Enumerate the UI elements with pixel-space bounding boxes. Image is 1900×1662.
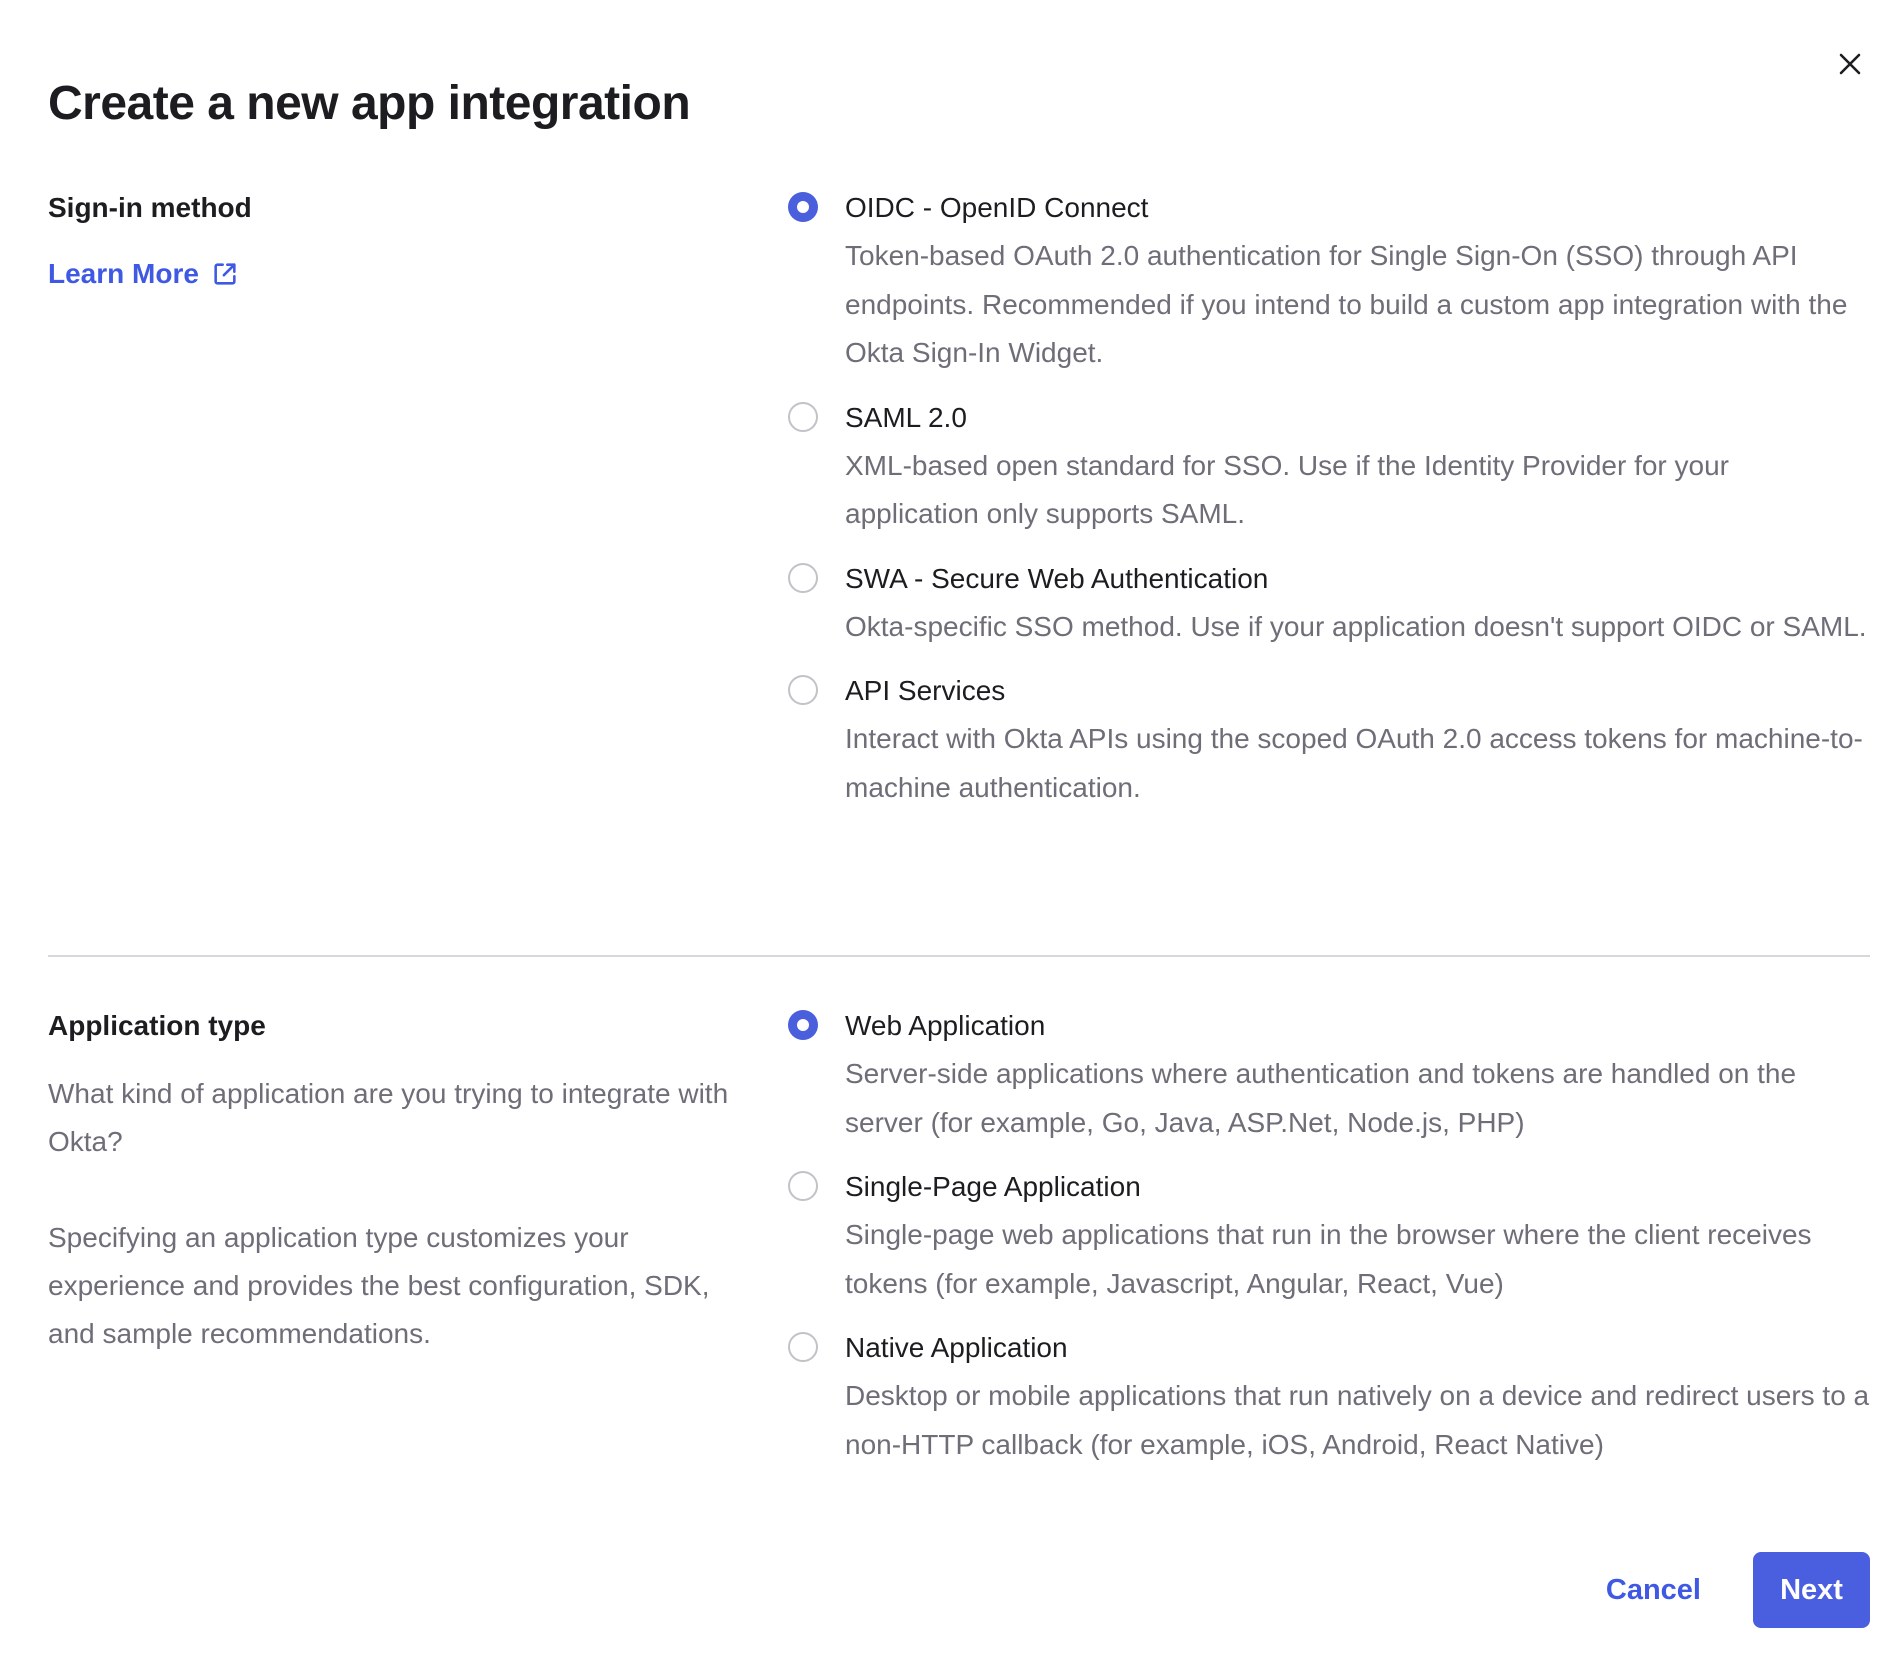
application-type-heading: Application type (48, 1010, 266, 1041)
section-divider (48, 955, 1870, 957)
radio-button[interactable] (788, 1171, 818, 1201)
radio-option-saml[interactable] (788, 396, 1870, 539)
option-label: SWA - Secure Web Authentication (845, 562, 1269, 594)
radio-option-api-services[interactable] (788, 669, 1870, 812)
radio-option-oidc[interactable] (788, 186, 1870, 378)
option-description: Desktop or mobile applications that run natively on a device and redirect users to a non-HTTP callback (for example, iOS, Android, React Native) (845, 1380, 1870, 1460)
close-button[interactable] (1830, 44, 1870, 84)
application-type-info (48, 1004, 748, 1358)
radio-button[interactable] (788, 192, 818, 222)
radio-button[interactable] (788, 402, 818, 432)
option-description: XML-based open standard for SSO. Use if the Identity Provider for your application only supports SAML. (845, 449, 1729, 529)
application-type-description: What kind of application are you trying to integrate with Okta? (48, 1078, 729, 1157)
option-description: Okta-specific SSO method. Use if your application doesn't support OIDC or SAML. (845, 610, 1867, 642)
sign-in-method-info (48, 186, 748, 296)
sign-in-method-options (788, 186, 1870, 830)
option-label: OIDC - OpenID Connect (845, 192, 1149, 223)
radio-button[interactable] (788, 675, 818, 705)
close-icon (1838, 52, 1862, 76)
option-description: Single-page web applications that run in the browser where the client receives tokens (for example, Javascript, Angular, React, Vue) (845, 1219, 1812, 1299)
option-label: Native Application (845, 1332, 1068, 1363)
radio-option-native-application[interactable] (788, 1326, 1870, 1469)
application-type-help-text: Specifying an application type customizes your experience and provides the best configuration, SDK, and sample recommendations. (48, 1222, 710, 1349)
option-description: Interact with Okta APIs using the scoped OAuth 2.0 access tokens for machine-to-machine authentication. (845, 723, 1863, 803)
option-description: Token-based OAuth 2.0 authentication for Single Sign-On (SSO) through API endpoints. Recommended if you intend to build a custom app integration with the Okta Sign-In Widget. (845, 240, 1848, 368)
dialog-footer (1604, 1552, 1870, 1628)
learn-more-label: Learn More (48, 258, 199, 289)
next-button[interactable]: Next (1753, 1552, 1870, 1628)
option-label: SAML 2.0 (845, 401, 967, 433)
dialog-title: Create a new app integration (48, 77, 691, 130)
option-label: API Services (845, 675, 1006, 706)
option-label: Single-Page Application (845, 1171, 1141, 1202)
radio-button[interactable] (788, 563, 818, 593)
radio-option-swa[interactable] (788, 557, 1870, 652)
radio-button[interactable] (788, 1332, 818, 1362)
external-link-icon (211, 260, 239, 288)
radio-option-single-page-application[interactable] (788, 1165, 1870, 1308)
option-label: Web Application (845, 1010, 1046, 1041)
cancel-button[interactable]: Cancel (1604, 1560, 1703, 1621)
radio-option-web-application[interactable] (788, 1004, 1870, 1147)
learn-more-link[interactable] (48, 252, 239, 296)
sign-in-method-heading: Sign-in method (48, 192, 252, 223)
application-type-options (788, 1004, 1870, 1487)
radio-button[interactable] (788, 1010, 818, 1040)
option-description: Server-side applications where authentication and tokens are handled on the server (for example, Go, Java, ASP.Net, Node.js, PHP) (845, 1058, 1797, 1138)
